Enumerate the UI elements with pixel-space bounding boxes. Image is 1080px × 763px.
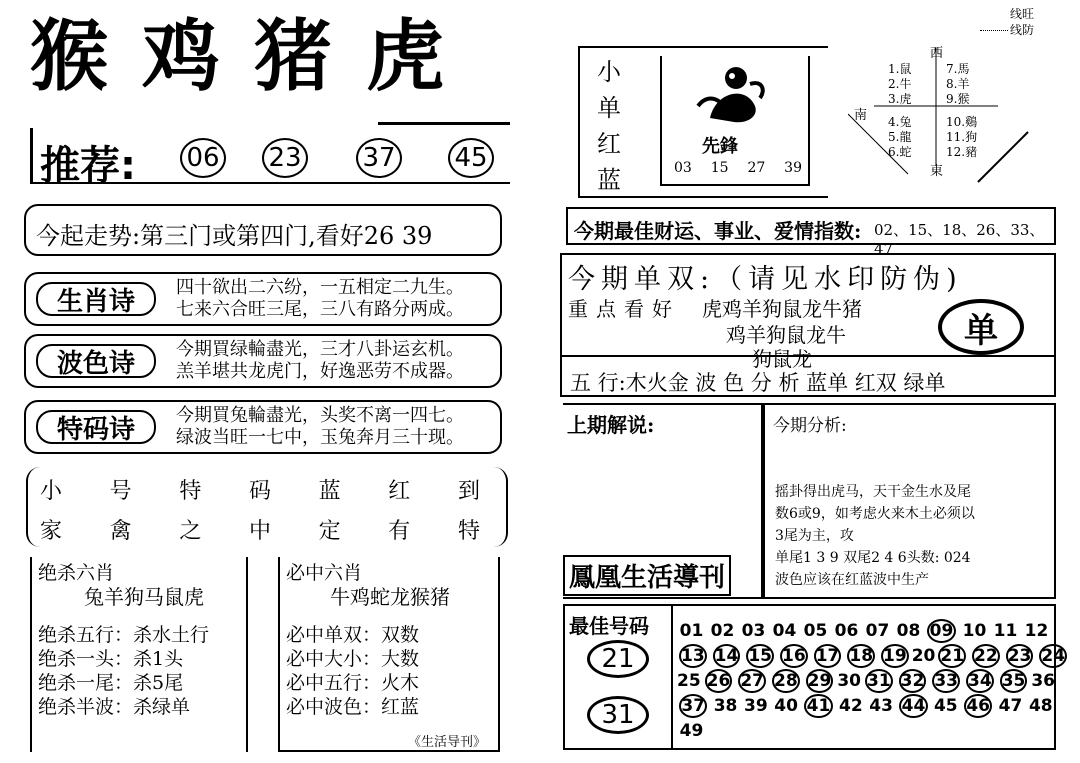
corner-dotted-rule <box>980 30 1008 31</box>
scroll-char: 之 <box>179 519 202 544</box>
scroll-char: 到 <box>457 479 480 504</box>
grid-number: 17 <box>815 645 840 666</box>
vanguard-numbers <box>674 160 802 176</box>
oddeven-bottom: 五 行:木火金 波 色 分 析 蓝单 红双 绿单 <box>570 371 946 395</box>
corner-line: 线防 <box>1010 23 1035 37</box>
compass-item: 8.羊 <box>946 77 970 91</box>
corner-legend <box>1010 6 1034 38</box>
scroll-char: 码 <box>248 479 271 504</box>
best-label: 最佳号码 <box>569 614 649 638</box>
oddeven-focus-2: 鸡羊狗鼠龙牛 <box>726 323 846 347</box>
vanguard-vertical-text <box>594 54 624 198</box>
scroll-row-1 <box>40 474 480 505</box>
best-pick: 21 <box>587 640 649 678</box>
poem-special <box>24 400 502 454</box>
recommend-number: 37 <box>356 138 402 178</box>
poem-line: 羔羊堪共龙虎门，好逸恶劳不成器。 <box>176 361 464 382</box>
grid-number: 47 <box>998 695 1023 716</box>
compass-item: 1.鼠 <box>888 62 912 76</box>
grid-number: 16 <box>782 645 806 666</box>
trend-text: 今起走势:第三门或第四门,看好26 39 <box>36 222 433 250</box>
grid-number: 21 <box>940 645 965 666</box>
grid-number: 43 <box>869 695 893 716</box>
oddeven-focus-label: 重点看好 <box>568 297 680 321</box>
grid-number: 02 <box>710 620 735 641</box>
grid-number: 38 <box>713 695 738 716</box>
recommend-number: 45 <box>448 138 494 178</box>
grid-number: 41 <box>804 694 832 718</box>
vertical-char: 蓝 <box>597 166 621 194</box>
grid-number: 30 <box>837 670 861 691</box>
analysis-text <box>775 481 975 591</box>
brand-label: 鳳凰生活導刊 <box>563 555 731 596</box>
scroll-char: 蓝 <box>318 479 341 504</box>
poem-label: 生肖诗 <box>36 282 156 316</box>
fortune-values: 02、15、18、26、33、47 <box>874 221 1045 258</box>
must-line: 必中单双：双数 <box>286 624 420 646</box>
scroll-char: 禽 <box>109 519 132 544</box>
analysis-line: 数6或9，如考虑火来木土必须以 <box>775 506 975 522</box>
compass-item: 10.鷄 <box>946 115 978 129</box>
grid-number: 09 <box>927 619 956 643</box>
grid-number: 10 <box>962 620 987 641</box>
vertical-char: 红 <box>597 130 621 158</box>
poem-line: 今期買兔輪盡光，头奖不离一四七。 <box>176 405 464 426</box>
compass-item: 12.豬 <box>946 145 978 159</box>
compass-item: 7.馬 <box>946 62 970 76</box>
kill-line: 绝杀五行：杀水土行 <box>38 624 210 646</box>
oddeven-focus-3: 狗鼠龙 <box>752 347 812 371</box>
grid-number: 01 <box>679 620 704 641</box>
number-grid <box>676 618 1066 743</box>
last-issue-panel <box>563 403 763 599</box>
grid-number: 39 <box>744 695 768 716</box>
scroll-row-2 <box>40 514 480 545</box>
recommend-top-rule <box>378 122 510 125</box>
grid-number: 49 <box>679 720 704 741</box>
compass-west: 西 <box>930 46 944 61</box>
recommend-number: 06 <box>180 138 226 178</box>
grid-number: 42 <box>838 695 863 716</box>
fortune-bar <box>566 207 1056 258</box>
best-pick: 31 <box>587 696 649 734</box>
last-issue-label: 上期解说: <box>567 413 655 437</box>
number-grid-row <box>676 693 1056 718</box>
poem-text <box>176 339 464 383</box>
must-line: 必中波色：红蓝 <box>286 696 420 718</box>
compass-item: 6.蛇 <box>888 145 912 159</box>
must-panel <box>278 557 500 752</box>
grid-number: 13 <box>681 645 705 666</box>
trend-box <box>24 204 502 256</box>
compass-item: 4.兔 <box>888 115 912 129</box>
must-line: 必中五行：火木 <box>286 672 420 694</box>
vertical-char: 单 <box>597 94 621 122</box>
best-divider <box>671 606 673 748</box>
grid-number: 18 <box>849 645 874 666</box>
grid-number: 05 <box>803 620 828 641</box>
grid-number: 08 <box>896 620 921 641</box>
oddeven-badge: 单 <box>938 299 1024 355</box>
scroll-char: 中 <box>248 519 271 544</box>
corner-line: 线旺 <box>1010 7 1035 21</box>
vanguard-inner <box>660 56 810 186</box>
compass-item: 9.猴 <box>946 92 970 106</box>
scroll-char: 小 <box>40 479 63 504</box>
compass-item: 3.虎 <box>888 92 912 106</box>
scroll-char: 定 <box>318 519 341 544</box>
must-line: 必中大小：大数 <box>286 648 420 670</box>
poem-text <box>176 277 464 321</box>
grid-number: 45 <box>933 695 958 716</box>
compass-right-list <box>946 62 977 160</box>
grid-number: 06 <box>834 620 859 641</box>
kill-panel <box>30 557 248 752</box>
grid-number: 33 <box>934 670 959 691</box>
grid-number: 31 <box>867 670 891 691</box>
grid-number: 04 <box>772 620 797 641</box>
compass-item: 11.狗 <box>946 130 978 144</box>
analysis-line: 单尾1 3 9 双尾2 4 6头数: 024 <box>775 550 971 566</box>
vanguard-number: 03 <box>674 160 692 176</box>
kill-line: 绝杀一头：杀1头 <box>38 648 184 670</box>
grid-number: 26 <box>706 670 731 691</box>
recommend-number: 23 <box>262 138 308 178</box>
recommend-label: 推荐: <box>40 143 136 189</box>
compass-east: 東 <box>930 164 944 179</box>
must-title: 必中六肖 <box>286 562 363 584</box>
grid-number: 32 <box>900 670 925 691</box>
vanguard-caption: 先鋒 <box>702 136 738 157</box>
analysis-panel <box>763 403 1056 599</box>
grid-number: 29 <box>807 670 832 691</box>
kill-line: 绝杀半波：杀绿单 <box>38 696 191 718</box>
grid-number: 20 <box>911 645 936 666</box>
grid-number: 22 <box>974 645 998 666</box>
grid-number: 14 <box>714 645 739 666</box>
grid-number: 03 <box>741 620 766 641</box>
scroll-char: 有 <box>388 519 411 544</box>
oddeven-divider <box>562 355 1054 357</box>
vanguard-number: 27 <box>747 160 766 176</box>
grid-number: 25 <box>676 670 701 691</box>
number-grid-row <box>676 668 1056 693</box>
oddeven-title: 今期单双:（请见水印防伪) <box>568 264 963 295</box>
grid-number: 27 <box>740 670 764 691</box>
number-grid-row <box>676 718 1056 743</box>
fortune-label: 今期最佳财运、事业、爱情指数: <box>574 219 862 243</box>
analysis-line: 波色应该在红蓝波中生产 <box>775 572 929 588</box>
must-zodiacs: 牛鸡蛇龙猴猪 <box>330 585 450 609</box>
poem-line: 四十欲出二六纷，一五相定二九生。 <box>176 277 464 298</box>
poem-wave-color <box>24 334 502 388</box>
grid-number: 48 <box>1028 695 1053 716</box>
scroll-char: 号 <box>109 479 132 504</box>
grid-number: 12 <box>1024 620 1049 641</box>
poem-line: 绿波当旺一七中，玉兔奔月三十现。 <box>176 427 464 448</box>
poem-label: 波色诗 <box>36 344 156 378</box>
grid-number: 15 <box>748 645 773 666</box>
poem-line: 今期買绿輪盡光，三才八卦运玄机。 <box>176 339 464 360</box>
kill-zodiacs: 兔羊狗马鼠虎 <box>84 585 204 609</box>
analysis-line: 3尾为主，攻 <box>775 528 854 544</box>
grid-number: 34 <box>968 670 992 691</box>
grid-number: 35 <box>1001 670 1026 691</box>
must-footer: 《生活导刊》 <box>408 735 487 750</box>
grid-number: 44 <box>899 694 927 718</box>
scroll-char: 特 <box>457 519 480 544</box>
scroll-char: 特 <box>179 479 202 504</box>
grid-number: 28 <box>774 670 798 691</box>
kill-line: 绝杀一尾：杀5尾 <box>38 672 184 694</box>
grid-number: 19 <box>883 645 907 666</box>
vertical-char: 小 <box>597 58 621 86</box>
poem-label: 特码诗 <box>36 410 156 444</box>
compass-item: 5.龍 <box>888 130 912 144</box>
kill-title: 绝杀六肖 <box>38 562 115 584</box>
page-title: 猴鸡猪虎 <box>30 12 479 102</box>
number-grid-row <box>676 618 1056 643</box>
compass-south: 南 <box>854 108 868 123</box>
grid-number: 36 <box>1031 670 1056 691</box>
grid-number: 07 <box>865 620 890 641</box>
vanguard-number: 39 <box>784 160 802 176</box>
monkey-icon <box>690 62 770 128</box>
scroll-char: 家 <box>40 519 63 544</box>
oddeven-panel <box>560 253 1056 397</box>
poem-line: 七来六合旺三尾，三八有路分两成。 <box>176 299 464 320</box>
grid-number: 37 <box>679 694 707 718</box>
number-grid-row <box>676 643 1066 668</box>
vanguard-number: 15 <box>710 160 729 176</box>
vanguard-panel <box>578 46 828 198</box>
poem-zodiac <box>24 272 502 326</box>
analysis-label: 今期分析: <box>773 416 847 436</box>
grid-number: 40 <box>774 695 798 716</box>
poem-text <box>176 405 464 449</box>
grid-number: 23 <box>1007 645 1032 666</box>
grid-number: 11 <box>993 620 1018 641</box>
analysis-line: 摇卦得出虎马，天干金生水及尾 <box>775 484 971 500</box>
oddeven-focus-1: 虎鸡羊狗鼠龙牛猪 <box>702 297 862 321</box>
compass-item: 2.牛 <box>888 77 912 91</box>
compass-left-list <box>888 62 911 160</box>
grid-number: 24 <box>1041 645 1066 666</box>
scroll-char: 红 <box>388 479 411 504</box>
grid-number: 46 <box>964 694 992 718</box>
